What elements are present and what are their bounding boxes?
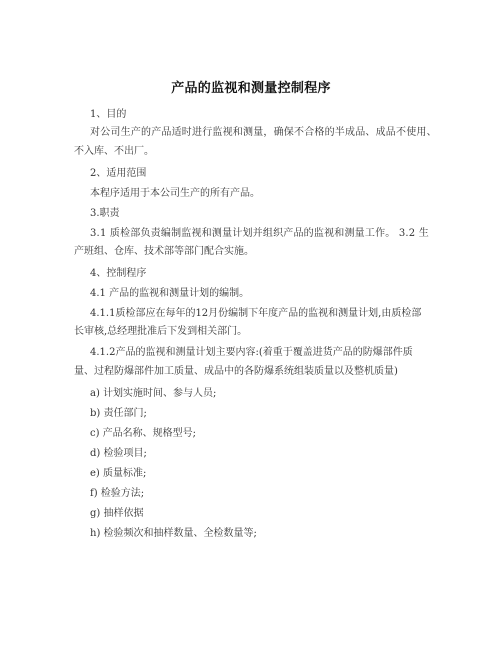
paragraph-line: 3.1 质检部负责编制监视和测量计划并组织产品的监视和测量工作。 3.2 生 [90, 228, 429, 239]
paragraph-line: 4.1 产品的监视和测量计划的编制。 [90, 288, 250, 299]
document-title: 产品的监视和测量控制程序 [171, 81, 331, 96]
section-1-heading: 1、目的 [90, 109, 127, 120]
list-item: b) 责任部门; [90, 408, 147, 419]
paragraph-line: 量、过程防爆部件加工质量、成品中的各防爆系统组装质量以及整机质量) [74, 366, 398, 377]
section-4-heading: 4、控制程序 [90, 268, 147, 279]
list-item: a) 计划实施时间、参与人员; [90, 388, 217, 399]
list-item: h) 检验频次和抽样数量、全检数量等; [90, 528, 257, 539]
section-2-heading: 2、适用范围 [90, 168, 147, 179]
paragraph-line: 本程序适用于本公司生产的所有产品。 [90, 188, 260, 199]
list-item: d) 检验项目; [90, 448, 147, 459]
list-item: c) 产品名称、规格型号; [90, 428, 197, 439]
paragraph-line: 不入库、不出厂。 [74, 146, 154, 157]
paragraph-line: 产班组、仓库、技术部等部门配合实施。 [74, 246, 254, 257]
paragraph-line: 4.1.1质检部应在每年的12月份编制下年度产品的监视和测量计划,由质检部 [90, 308, 422, 319]
paragraph-line: 长审核,总经理批准后下发到相关部门。 [74, 326, 248, 337]
list-item: e) 质量标准; [90, 468, 147, 479]
section-3-heading: 3.职责 [90, 208, 120, 219]
paragraph-line: 对公司生产的产品适时进行监视和测量，确保不合格的半成品、成品不使用、 [90, 127, 437, 138]
list-item: g) 抽样依据 [90, 508, 144, 519]
paragraph-line: 4.1.2产品的监视和测量计划主要内容:(着重于覆盖进货产品的防爆部件质 [90, 347, 413, 358]
list-item: f) 检验方法; [90, 488, 145, 499]
